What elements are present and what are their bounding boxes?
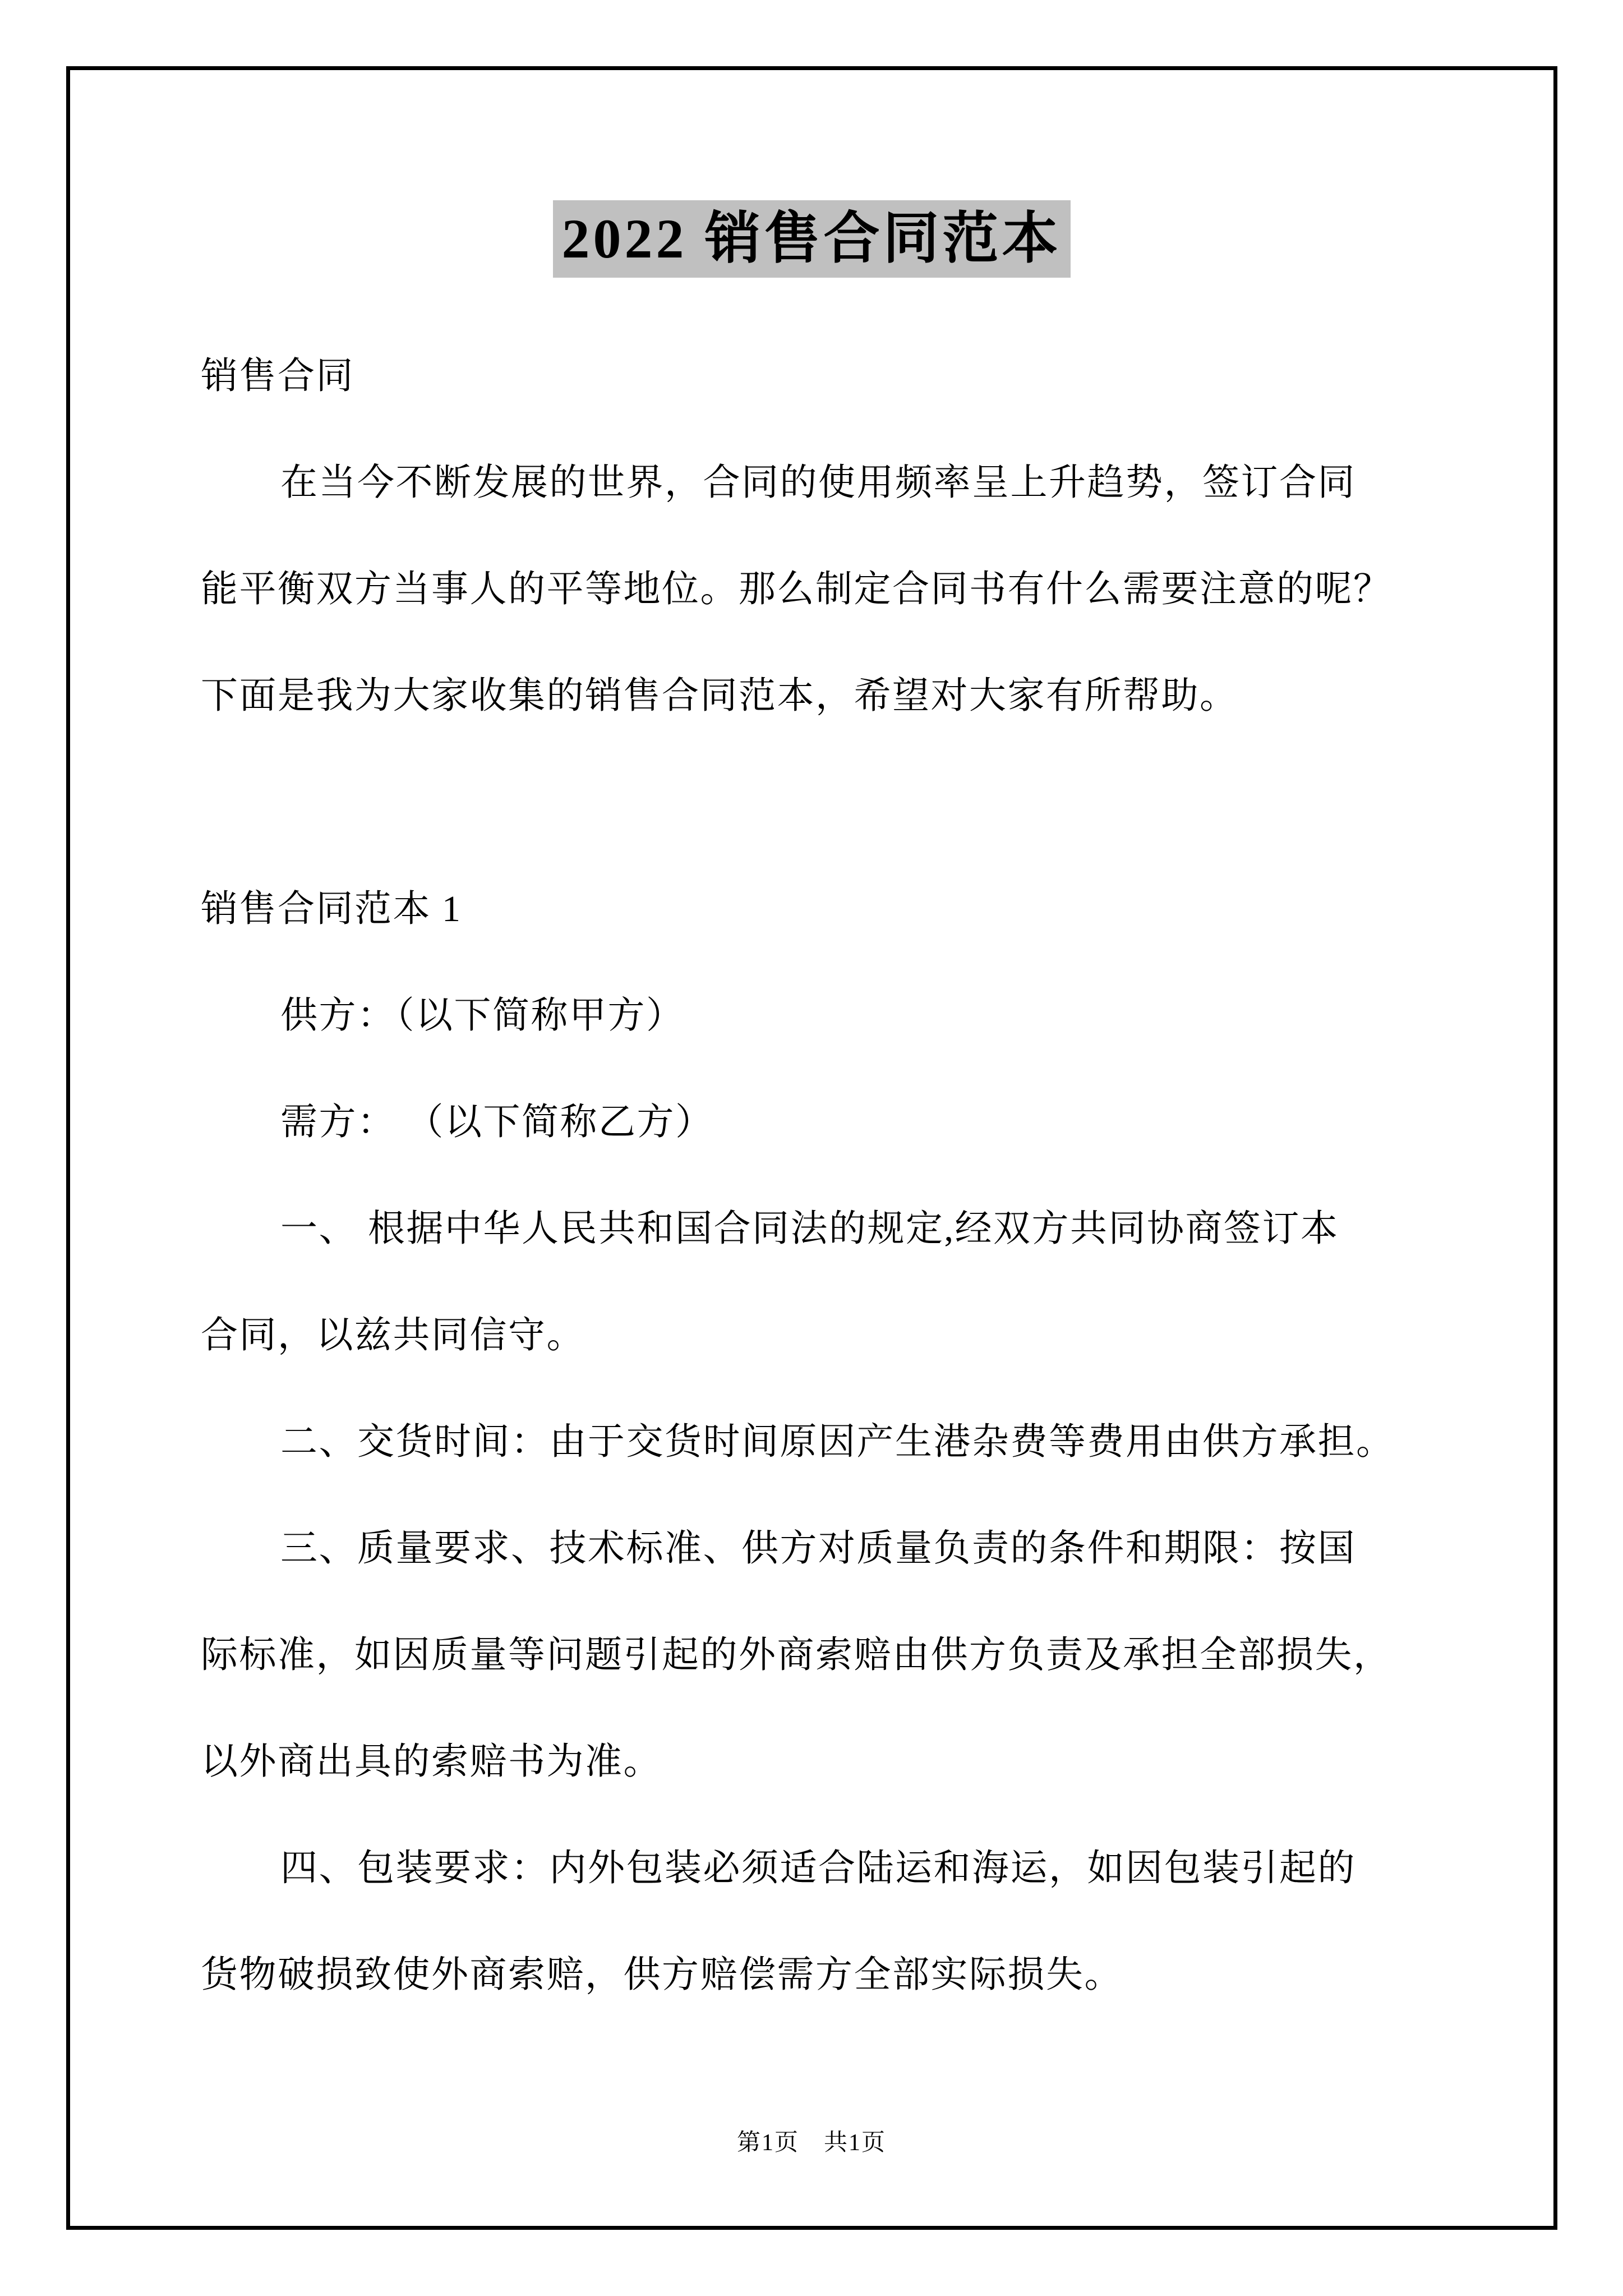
- paragraph: [201, 856, 1440, 963]
- text-line: 能平衡双方当事人的平等地位。那么制定合同书有什么需要注意的呢？: [201, 569, 1392, 610]
- paragraph: [201, 1176, 1440, 1389]
- text-line: 在当今不断发展的世界，合同的使用频率呈上升趋势，签订合同: [280, 462, 1356, 503]
- paragraph: [201, 963, 1440, 1069]
- paragraph: [201, 323, 1440, 430]
- document-body: [201, 323, 1440, 2028]
- paragraph: [201, 749, 1440, 856]
- text-line: 际标准，如因质量等问题引起的外商索赔由供方负责及承担全部损失，: [201, 1635, 1392, 1676]
- page-footer: 第1页 共1页: [736, 2130, 886, 2156]
- text-line: 供方：（以下简称甲方）: [280, 995, 685, 1036]
- text-line: 需方： （以下简称乙方）: [280, 1102, 714, 1143]
- text-line: 下面是我为大家收集的销售合同范本，希望对大家有所帮助。: [201, 675, 1238, 716]
- text-line: 合同，以兹共同信守。: [201, 1315, 585, 1356]
- title-highlight: 2022 销售合同范本: [553, 200, 1071, 278]
- paragraph: [201, 1389, 1440, 1496]
- text-line: 以外商出具的索赔书为准。: [201, 1741, 662, 1782]
- text-line: 销售合同范本 1: [201, 889, 462, 930]
- text-line: 一、 根据中华人民共和国合同法的规定,经双方共同协商签订本: [280, 1208, 1339, 1249]
- paragraph: [201, 1815, 1440, 2028]
- paragraph: [201, 1069, 1440, 1176]
- document-title: [0, 200, 1623, 278]
- paragraph: [201, 1496, 1440, 1815]
- blank-line: [201, 749, 1440, 856]
- text-line: 货物破损致使外商索赔，供方赔偿需方全部实际损失。: [201, 1954, 1123, 1995]
- paragraph: [201, 430, 1440, 749]
- text-line: 四、包装要求：内外包装必须适合陆运和海运，如因包装引起的: [280, 1848, 1356, 1889]
- text-line: 三、质量要求、技术标准、供方对质量负责的条件和期限：按国: [280, 1528, 1356, 1569]
- text-line: 二、交货时间：由于交货时间原因产生港杂费等费用由供方承担。: [280, 1421, 1395, 1462]
- text-line: 销售合同: [201, 356, 354, 397]
